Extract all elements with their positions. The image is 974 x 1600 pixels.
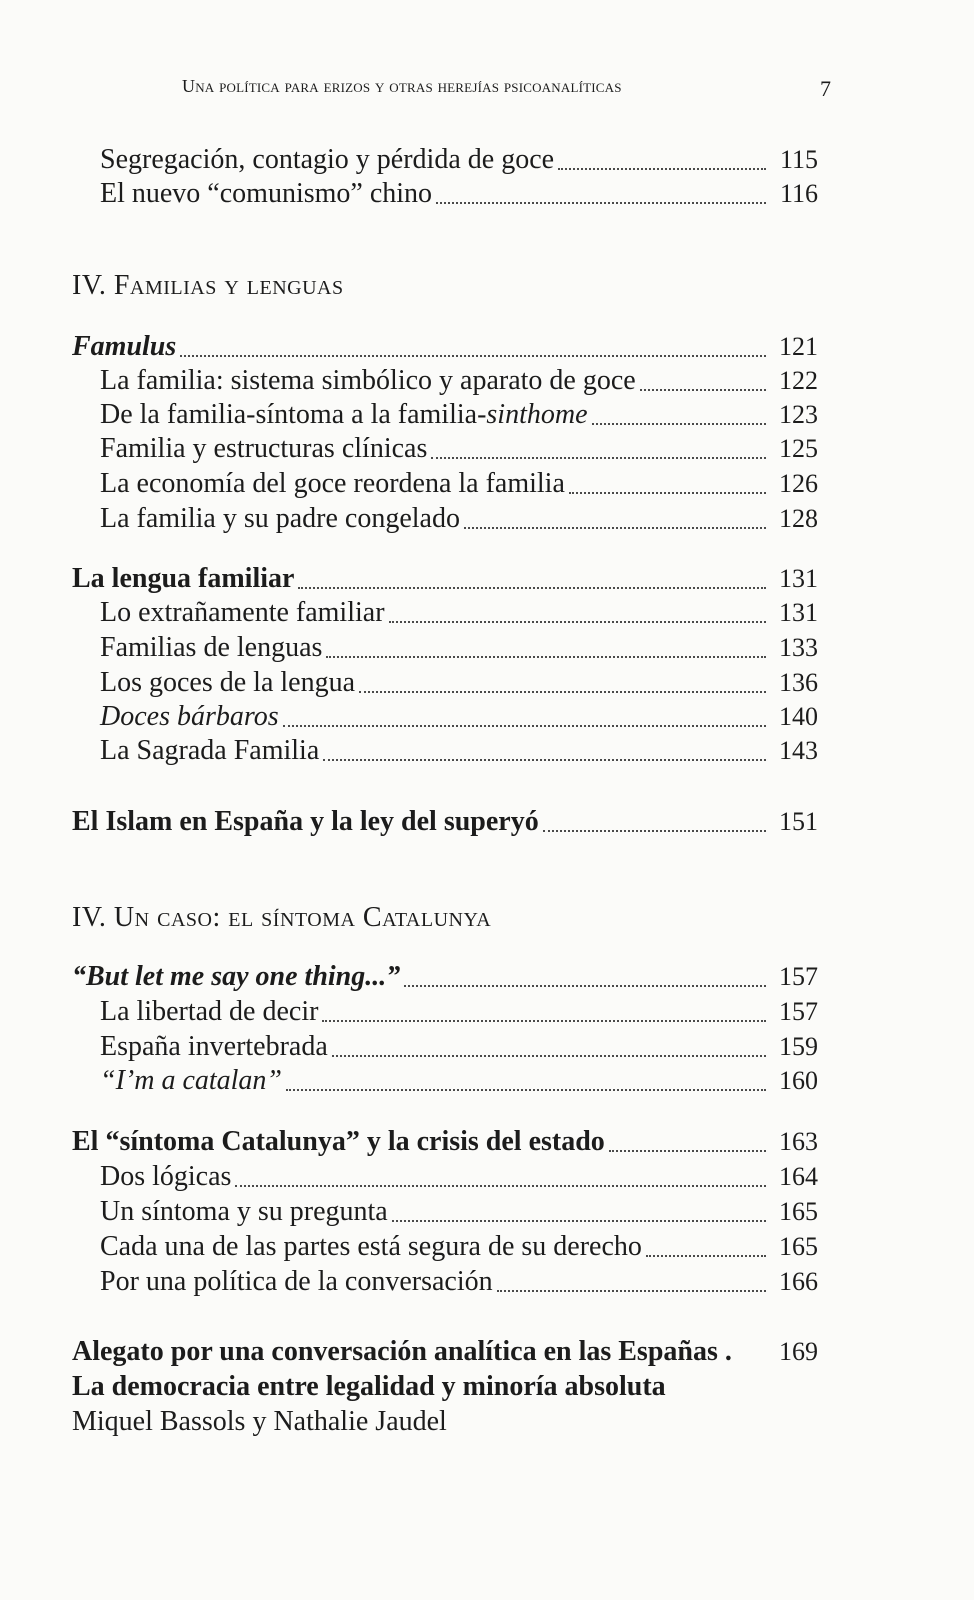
toc-entry-title: El nuevo “comunismo” chino xyxy=(100,178,433,209)
dot-leader xyxy=(569,492,766,494)
toc-entry-title: Los goces de la lengua xyxy=(100,667,356,698)
toc-section-page: 151 xyxy=(779,807,818,836)
toc-entry-page: 159 xyxy=(779,1032,818,1061)
page-number: 7 xyxy=(820,76,831,101)
dot-leader xyxy=(497,1290,766,1292)
toc-section-page: 157 xyxy=(779,962,818,991)
toc-section-subtitle: La democracia entre legalidad y minoría absoluta xyxy=(72,1371,666,1402)
dot-leader xyxy=(332,1055,766,1057)
dot-leader xyxy=(464,527,766,529)
dot-leader xyxy=(322,1020,766,1022)
toc-entry-title: Segregación, contagio y pérdida de goce xyxy=(100,144,555,175)
dot-leader xyxy=(646,1255,766,1257)
toc-entry-title: Un síntoma y su pregunta xyxy=(100,1196,388,1227)
toc-entry-page: 126 xyxy=(779,469,818,498)
toc-entry-title: La libertad de decir xyxy=(100,996,319,1027)
toc-entry-title-main: De la familia-síntoma a la familia- xyxy=(100,399,487,430)
toc-entry-title: La familia: sistema simbólico y aparato de goce xyxy=(100,365,636,396)
toc-entry-title: La Sagrada Familia xyxy=(100,735,320,766)
toc-section[interactable] xyxy=(72,960,818,994)
chapter-heading: IV. Un caso: el síntoma Catalunya xyxy=(72,902,492,933)
toc-section-page: 121 xyxy=(779,332,818,361)
toc-section-page: 169 xyxy=(779,1337,818,1366)
dot-leader xyxy=(404,985,766,987)
toc-entry-title: La familia y su padre congelado xyxy=(100,503,460,534)
toc-entry-title: Lo extrañamente familiar xyxy=(100,597,385,628)
toc-section-title: Famulus xyxy=(72,331,177,362)
toc-entry-page: 143 xyxy=(779,736,818,765)
toc-entry-page: 165 xyxy=(779,1197,818,1226)
toc-entry-title: “I’m a catalan” xyxy=(100,1065,282,1096)
toc-entry-page: 116 xyxy=(779,179,818,208)
toc-section-title: El “síntoma Catalunya” y la crisis del estado xyxy=(72,1126,605,1157)
toc-entry[interactable] xyxy=(100,995,818,1029)
toc-section[interactable] xyxy=(72,330,818,364)
toc-section[interactable] xyxy=(72,805,818,839)
dot-leader xyxy=(592,423,766,425)
dot-leader xyxy=(609,1150,766,1152)
toc-entry[interactable] xyxy=(100,467,818,501)
dot-leader xyxy=(235,1185,766,1187)
toc-entry[interactable] xyxy=(100,364,818,398)
toc-entry[interactable] xyxy=(100,631,818,665)
dot-leader xyxy=(558,168,766,170)
toc-entry[interactable] xyxy=(100,596,818,630)
toc-entry-page: 160 xyxy=(779,1066,818,1095)
chapter-heading: IV. Familias y lenguas xyxy=(72,270,344,301)
toc-entry[interactable] xyxy=(100,1030,818,1064)
toc-entry[interactable] xyxy=(100,700,818,734)
toc-entry-page: 122 xyxy=(779,366,818,395)
toc-entry-title: Familias de lenguas xyxy=(100,632,323,663)
toc-entry[interactable] xyxy=(100,177,818,211)
toc-entry-title xyxy=(100,398,588,432)
dot-leader xyxy=(389,621,766,623)
toc-entry-page: 165 xyxy=(779,1232,818,1261)
toc-entry-title-italic: sinthome xyxy=(486,399,588,430)
dot-leader xyxy=(640,389,766,391)
toc-entry-page: 115 xyxy=(779,145,818,174)
toc-entry[interactable] xyxy=(100,1160,818,1194)
toc-entry-title: Cada una de las partes está segura de su derecho xyxy=(100,1231,642,1262)
toc-section-title: Alegato por una conversación analítica en las Españas . xyxy=(72,1336,732,1367)
toc-entry-page: 133 xyxy=(779,633,818,662)
dot-leader xyxy=(326,656,766,658)
toc-entry-page: 136 xyxy=(779,668,818,697)
toc-section-page: 131 xyxy=(779,564,818,593)
dot-leader xyxy=(323,759,766,761)
toc-section-title: El Islam en España y la ley del superyó xyxy=(72,806,539,837)
toc-entry-title: Por una política de la conversación xyxy=(100,1266,493,1297)
toc-entry[interactable] xyxy=(100,143,818,177)
dot-leader xyxy=(359,691,766,693)
toc-entry-page: 125 xyxy=(779,434,818,463)
toc-section-page: 163 xyxy=(779,1127,818,1156)
toc-entry[interactable] xyxy=(100,398,818,432)
dot-leader xyxy=(431,457,766,459)
toc-entry-title: Familia y estructuras clínicas xyxy=(100,433,428,464)
toc-entry-title: España invertebrada xyxy=(100,1031,328,1062)
toc-entry-page: 123 xyxy=(779,400,818,429)
toc-section[interactable] xyxy=(72,1335,818,1369)
dot-leader xyxy=(392,1220,766,1222)
dot-leader xyxy=(283,725,766,727)
toc-entry-page: 128 xyxy=(779,504,818,533)
toc-section-title: La lengua familiar xyxy=(72,563,295,594)
toc-entry[interactable] xyxy=(100,1064,818,1098)
toc-section[interactable] xyxy=(72,562,818,596)
toc-entry[interactable] xyxy=(100,432,818,466)
dot-leader xyxy=(298,587,766,589)
toc-section-title: “But let me say one thing...” xyxy=(72,961,401,992)
toc-entry[interactable] xyxy=(100,1230,818,1264)
toc-entry[interactable] xyxy=(100,502,818,536)
dot-leader xyxy=(286,1089,766,1091)
toc-entry-title: Dos lógicas xyxy=(100,1161,232,1192)
dot-leader xyxy=(180,355,766,357)
toc-entry-title: Doces bárbaros xyxy=(100,701,279,732)
toc-entry[interactable] xyxy=(100,734,818,768)
toc-entry[interactable] xyxy=(100,666,818,700)
toc-entry[interactable] xyxy=(100,1265,818,1299)
running-header: Una política para erizos y otras herejías psicoanalíticas xyxy=(182,76,622,96)
toc-entry-page: 166 xyxy=(779,1267,818,1296)
toc-section-authors: Miquel Bassols y Nathalie Jaudel xyxy=(72,1406,447,1437)
dot-leader xyxy=(436,202,766,204)
toc-entry-page: 164 xyxy=(779,1162,818,1191)
toc-entry-page: 131 xyxy=(779,598,818,627)
toc-entry-page: 157 xyxy=(779,997,818,1026)
toc-section[interactable] xyxy=(72,1125,818,1159)
dot-leader xyxy=(543,830,766,832)
toc-entry-title: La economía del goce reordena la familia xyxy=(100,468,565,499)
toc-entry[interactable] xyxy=(100,1195,818,1229)
toc-entry-page: 140 xyxy=(779,702,818,731)
